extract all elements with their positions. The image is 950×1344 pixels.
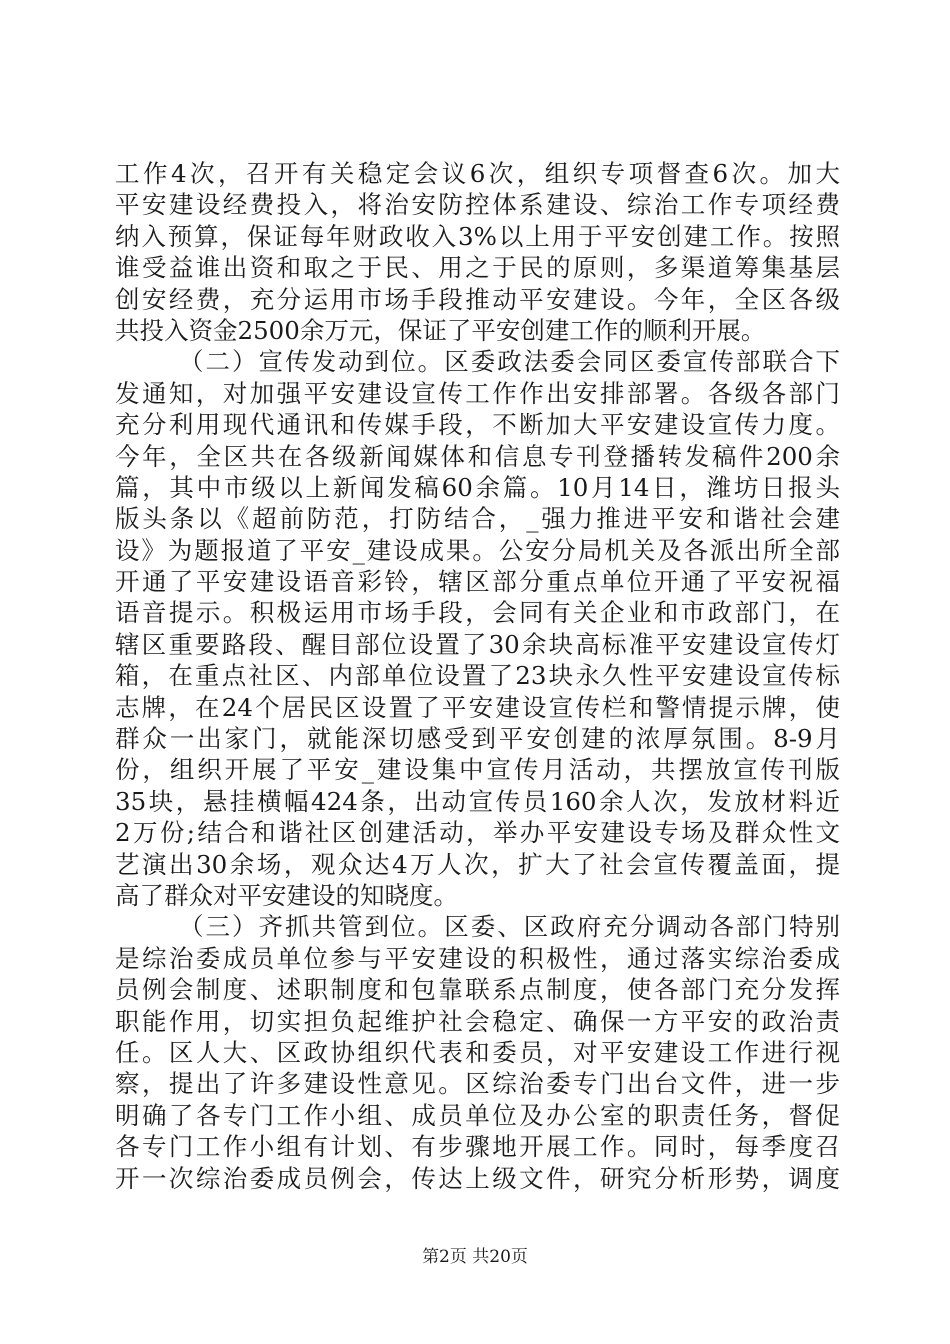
- text-line: 今年，全区共在各级新闻媒体和信息专刊登播转发稿件200余: [115, 441, 840, 471]
- text-line: 开一次综治委成员例会，传达上级文件，研究分析形势，调度: [115, 1163, 840, 1193]
- page-footer: [0, 1242, 950, 1267]
- text-line: 平安建设经费投入，将治安防控体系建设、综治工作专项经费: [115, 190, 840, 220]
- paragraph-start: （二）宣传发动到位。区委政法委会同区委宣传部联合下: [179, 347, 840, 377]
- text-line: 察，提出了许多建设性意见。区综治委专门出台文件，进一步: [115, 1069, 840, 1099]
- text-line: 充分利用现代通讯和传媒手段，不断加大平安建设宣传力度。: [115, 410, 840, 440]
- text-line: 份，组织开展了平安_建设集中宣传月活动，共摆放宣传刊版: [115, 755, 840, 785]
- document-body: [115, 158, 840, 1194]
- text-line: 艺演出30余场，观众达4万人次，扩大了社会宣传覆盖面，提: [115, 849, 840, 879]
- text-line: 志牌，在24个居民区设置了平安建设宣传栏和警情提示牌，使: [115, 692, 840, 722]
- text-line: 群众一出家门，就能深切感受到平安创建的浓厚氛围。8-9月: [115, 724, 840, 754]
- text-line: 版头条以《超前防范，打防结合，_强力推进平安和谐社会建: [115, 504, 840, 534]
- text-line: 是综治委成员单位参与平安建设的积极性，通过落实综治委成: [115, 943, 840, 973]
- text-line: 辖区重要路段、醒目部位设置了30余块高标准平安建设宣传灯: [115, 629, 840, 659]
- text-line: 篇，其中市级以上新闻发稿60余篇。10月14日，潍坊日报头: [115, 472, 840, 502]
- text-line: 35块，悬挂横幅424条，出动宣传员160余人次，发放材料近: [115, 786, 840, 816]
- text-line: 工作4次，召开有关稳定会议6次，组织专项督查6次。加大: [115, 159, 840, 188]
- text-line: 设》为题报道了平安_建设成果。公安分局机关及各派出所全部: [115, 535, 840, 565]
- text-line: 谁受益谁出资和取之于民、用之于民的原则，多渠道筹集基层: [115, 253, 840, 283]
- paragraph-start: （三）齐抓共管到位。区委、区政府充分调动各部门特别: [179, 912, 840, 942]
- text-line: 2万份;结合和谐社区创建活动，举办平安建设专场及群众性文: [115, 818, 840, 848]
- text-line: 各专门工作小组有计划、有步骤地开展工作。同时，每季度召: [115, 1132, 840, 1162]
- text-line: 明确了各专门工作小组、成员单位及办公室的职责任务，督促: [115, 1100, 840, 1130]
- text-line: 箱，在重点社区、内部单位设置了23块永久性平安建设宣传标: [115, 661, 840, 691]
- text-line: 高了群众对平安建设的知晓度。: [115, 880, 458, 910]
- text-line: 开通了平安建设语音彩铃，辖区部分重点单位开通了平安祝福: [115, 567, 840, 597]
- text-line: 发通知，对加强平安建设宣传工作作出安排部署。各级各部门: [115, 378, 840, 408]
- text-line: 共投入资金2500余万元，保证了平安创建工作的顺利开展。: [115, 315, 766, 345]
- text-line: 职能作用，切实担负起维护社会稳定、确保一方平安的政治责: [115, 1006, 840, 1036]
- text-line: 员例会制度、述职制度和包靠联系点制度，使各部门充分发挥: [115, 975, 840, 1005]
- text-line: 纳入预算，保证每年财政收入3%以上用于平安创建工作。按照: [115, 221, 840, 251]
- text-line: 语音提示。积极运用市场手段，会同有关企业和市政部门，在: [115, 598, 840, 628]
- text-line: 创安经费，充分运用市场手段推动平安建设。今年，全区各级: [115, 284, 840, 314]
- text-line: 任。区人大、区政协组织代表和委员，对平安建设工作进行视: [115, 1037, 840, 1067]
- page-number: 第2页 共20页: [422, 1247, 528, 1267]
